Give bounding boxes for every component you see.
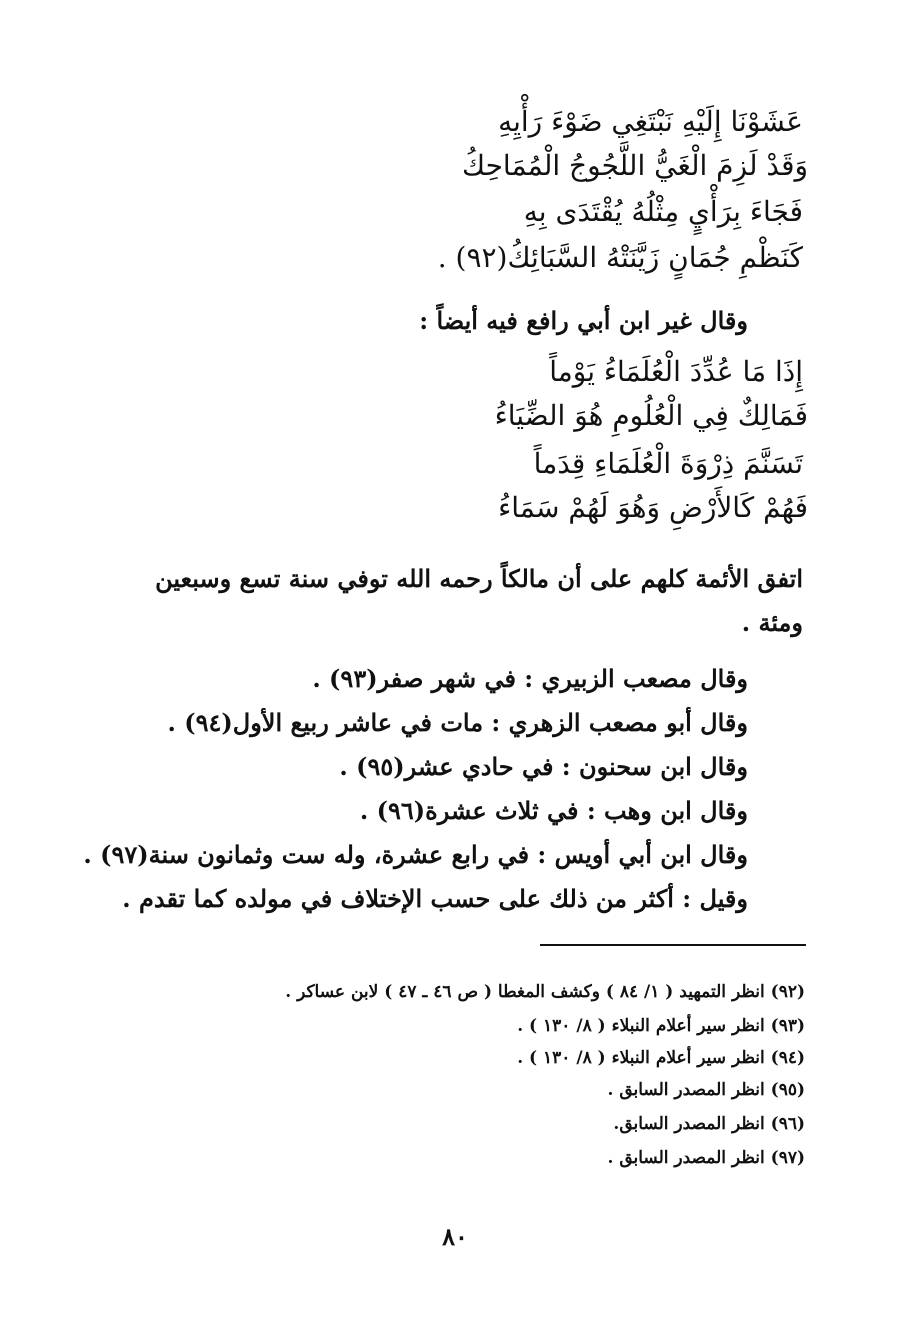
paragraph-line: ومئة . [741, 608, 803, 637]
footnote: (٩٧) انظر المصدر السابق . [607, 1148, 805, 1168]
quote-line: وقال مصعب الزبيري : في شهر صفر(٩٣) . [312, 664, 748, 693]
quote-line: وقيل : أكثر من ذلك على حسب الإختلاف في مولده كما تقدم . [122, 884, 748, 913]
footnote-divider [540, 944, 806, 946]
footnote: (٩٥) انظر المصدر السابق . [607, 1080, 805, 1100]
poem-line: تَسَنَّمَ ذِرْوَةَ الْعُلَمَاءِ قِدَماً [533, 447, 803, 480]
poem-line: فَهُمْ كَالأَرْضِ وَهُوَ لَهُمْ سَمَاءُ [498, 491, 808, 524]
footnote: (٩٦) انظر المصدر السابق. [613, 1114, 805, 1134]
quote-line: وقال ابن سحنون : في حادي عشر(٩٥) . [339, 752, 748, 781]
footnote: (٩٤) انظر سير أعلام النبلاء ( ٨/ ١٣٠ ) . [517, 1048, 805, 1068]
poem-line: إِذَا مَا عُدِّدَ الْعُلَمَاءُ يَوْماً [549, 355, 803, 388]
paragraph-line: اتفق الأئمة كلهم على أن مالكاً رحمه الله توفي سنة تسع وسبعين [155, 564, 803, 593]
intro-line: وقال غير ابن أبي رافع فيه أيضاً : [419, 306, 748, 335]
footnote: (٩٢) انظر التمهيد ( ١/ ٨٤ ) وكشف المغطا ( ص ٤٦ ـ ٤٧ ) لابن عساكر . [285, 982, 805, 1002]
poem-line: وَقَدْ لَزِمَ الْغَيُّ اللَّجُوجُ الْمُمَاحِكُ [462, 149, 808, 182]
quote-line: وقال ابن أبي أويس : في رابع عشرة، وله ست وثمانون سنة(٩٧) . [83, 840, 748, 869]
poem-line: عَشَوْنَا إِلَيْهِ نَبْتَغِي ضَوْءَ رَأْيِهِ [498, 105, 803, 138]
quote-line: وقال أبو مصعب الزهري : مات في عاشر ربيع الأول(٩٤) . [167, 708, 748, 737]
poem-line: فَجَاءَ بِرَأْيٍ مِثْلُهُ يُقْتَدَى بِهِ [523, 195, 803, 228]
quote-line: وقال ابن وهب : في ثلاث عشرة(٩٦) . [359, 796, 748, 825]
poem-line: كَنَظْمِ جُمَانٍ زَيَّنَتْهُ السَّبَائِكُ(٩٢) . [437, 241, 803, 274]
page-number: ٨٠ [442, 1222, 468, 1251]
footnote: (٩٣) انظر سير أعلام النبلاء ( ٨/ ١٣٠ ) . [517, 1016, 805, 1036]
poem-line: فَمَالِكٌ فِي الْعُلُومِ هُوَ الضِّيَاءُ [494, 399, 808, 432]
